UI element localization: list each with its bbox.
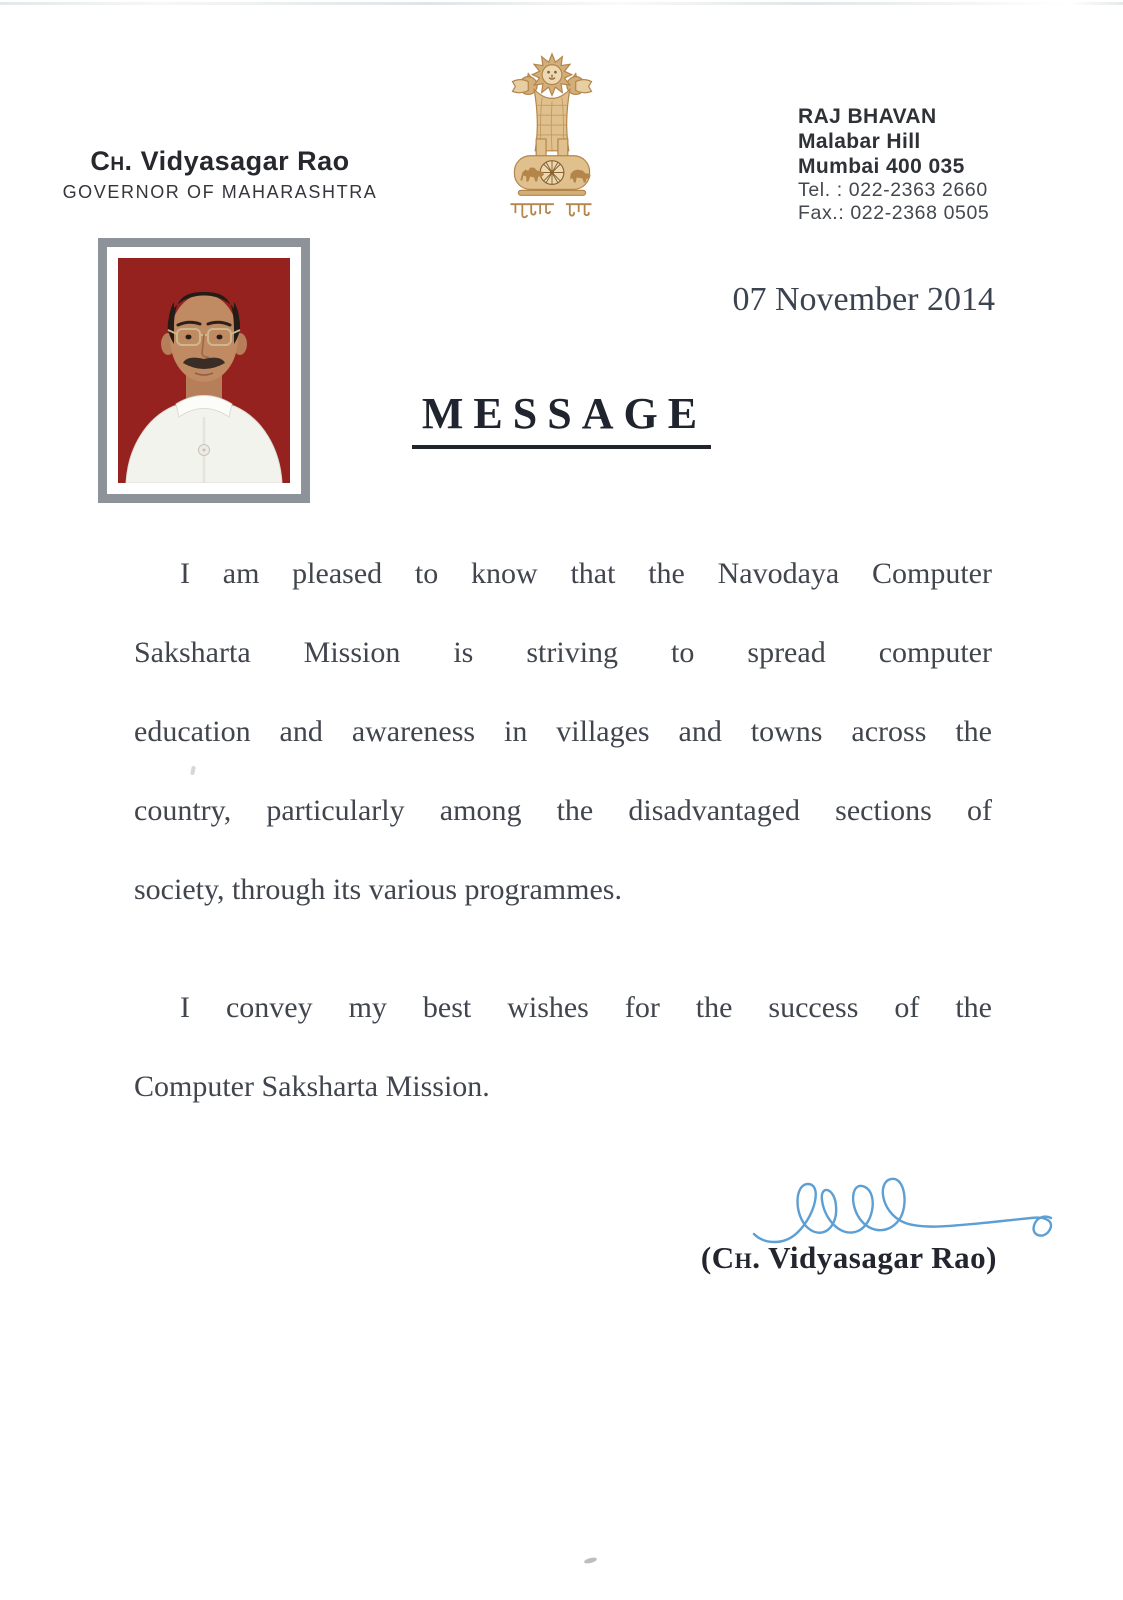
officer-name-rest: Vidyasagar Rao: [132, 146, 350, 176]
body-line: I convey my best wishes for the success of the: [180, 991, 992, 1024]
officer-block: [50, 146, 390, 203]
officer-name-prefix: Ch.: [90, 146, 133, 176]
scan-edge-artifact: [0, 2, 1123, 5]
address-line-1: RAJ BHAVAN: [798, 105, 937, 128]
address-block: [798, 104, 989, 225]
body-line: education and awareness in villages and towns across the: [134, 715, 992, 748]
governor-photo: [98, 238, 310, 503]
body-paragraph-2: [134, 968, 992, 1126]
signatory-name-prefix: (Ch.: [700, 1240, 761, 1275]
address-tel: Tel. : 022-2363 2660: [798, 179, 988, 201]
body-line: society, through its various programmes.: [134, 873, 622, 906]
address-fax: Fax.: 022-2368 0505: [798, 202, 990, 224]
letter-date: 07 November 2014: [732, 281, 995, 318]
body-line: country, particularly among the disadvantaged sections of: [134, 794, 992, 827]
scan-speck-artifact: [584, 1557, 598, 1565]
officer-name: [50, 146, 390, 177]
address-line-3: Mumbai 400 035: [798, 155, 965, 178]
signatory-name: [701, 1240, 997, 1276]
message-title: MESSAGE: [0, 388, 1123, 449]
officer-title: GOVERNOR OF MAHARASHTRA: [62, 182, 378, 202]
national-emblem-icon: [482, 44, 622, 222]
body-line: Computer Saksharta Mission.: [134, 1070, 490, 1103]
body-paragraph-1: [134, 534, 992, 929]
signature-scrawl-icon: [748, 1168, 1076, 1248]
body-line: Saksharta Mission is striving to spread computer: [134, 636, 992, 669]
body-line: I am pleased to know that the Navodaya Computer: [180, 557, 992, 590]
signatory-name-rest: Vidyasagar Rao): [760, 1240, 997, 1275]
address-line-2: Malabar Hill: [798, 130, 921, 153]
